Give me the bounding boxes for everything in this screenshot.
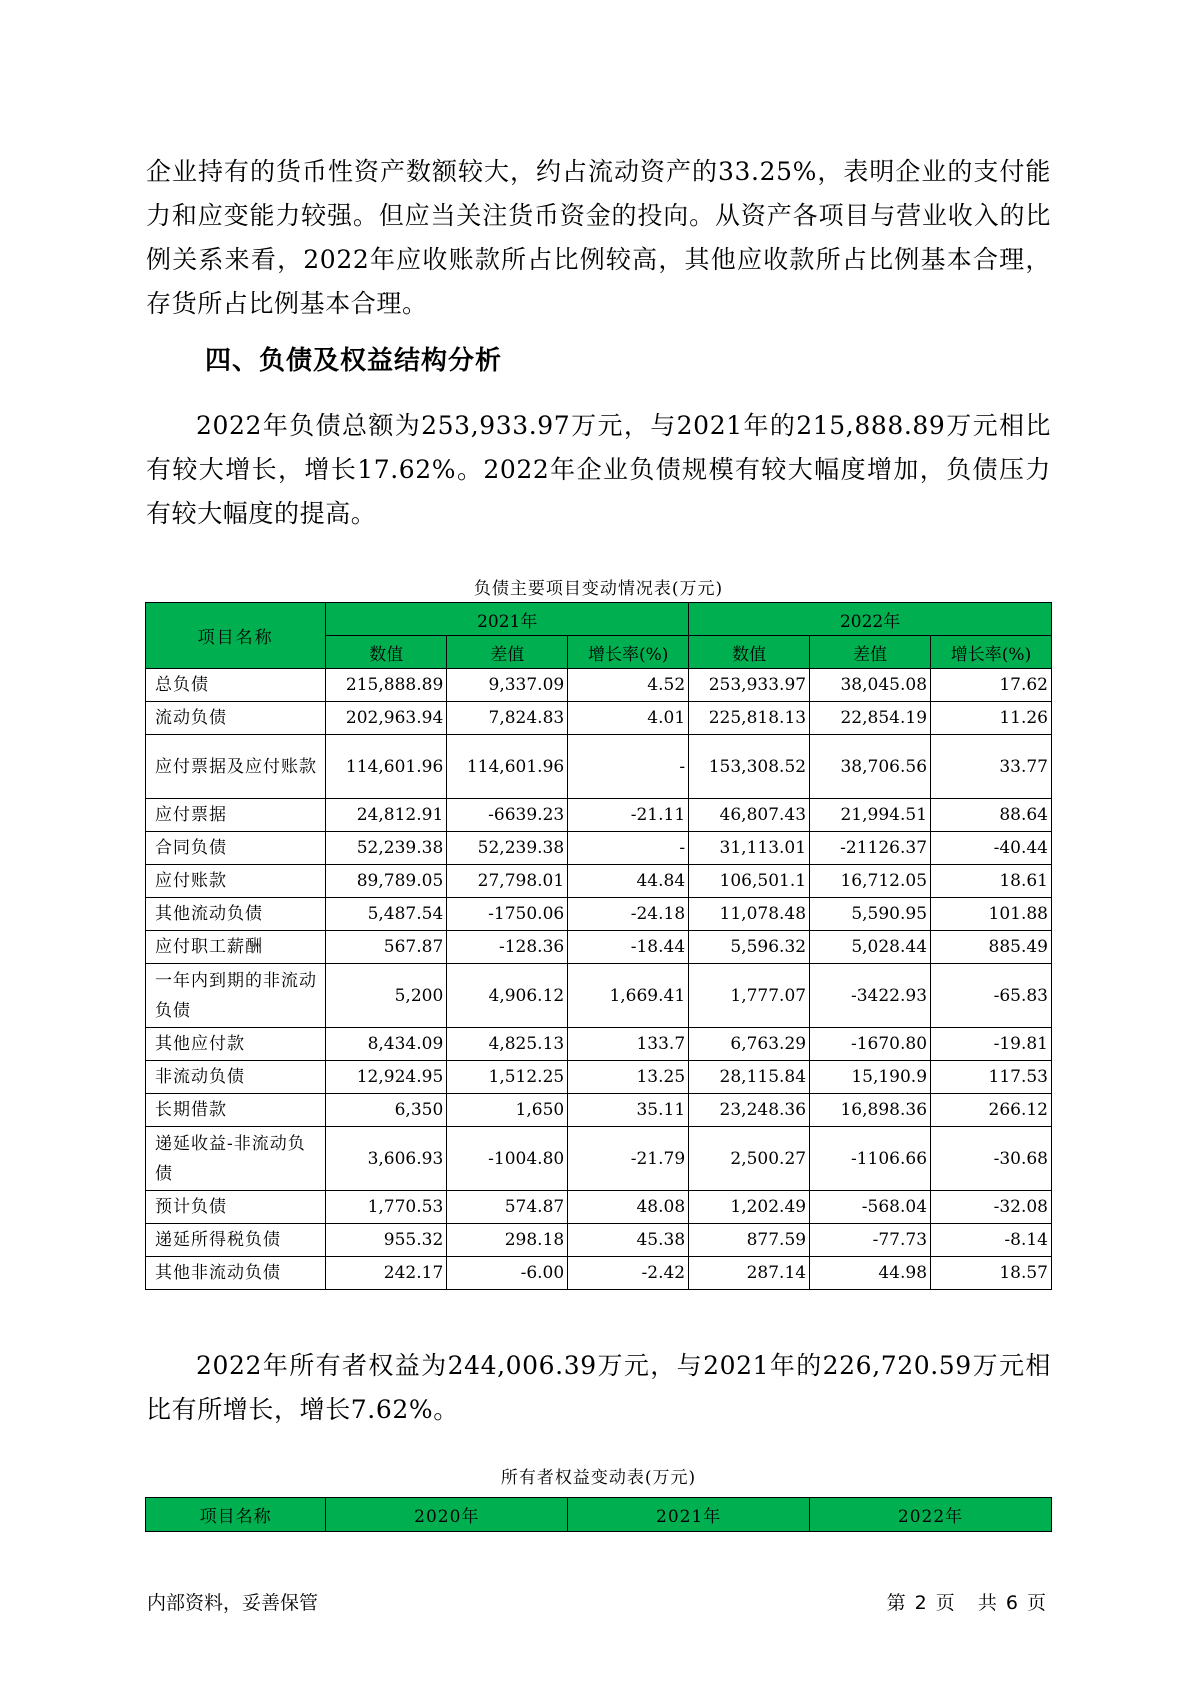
row-cell: 5,200 xyxy=(326,964,447,1028)
row-cell: 117.53 xyxy=(931,1061,1052,1094)
liability-table-year-header-row xyxy=(146,603,1052,636)
row-cell: 13.25 xyxy=(568,1061,689,1094)
row-cell: 28,115.84 xyxy=(689,1061,810,1094)
row-cell: -6639.23 xyxy=(447,799,568,832)
row-cell: 35.11 xyxy=(568,1094,689,1127)
page-number: 2 xyxy=(914,1592,928,1614)
row-cell: -1106.66 xyxy=(810,1127,931,1191)
row-cell: 5,487.54 xyxy=(326,898,447,931)
table-row xyxy=(146,931,1052,964)
row-cell: -21.79 xyxy=(568,1127,689,1191)
header-diff-2021: 差值 xyxy=(447,636,568,669)
row-item-name: 递延收益-非流动负债 xyxy=(146,1127,326,1191)
table-row xyxy=(146,1028,1052,1061)
row-cell: 3,606.93 xyxy=(326,1127,447,1191)
row-cell: 15,190.9 xyxy=(810,1061,931,1094)
row-cell: -6.00 xyxy=(447,1257,568,1290)
row-cell: -30.68 xyxy=(931,1127,1052,1191)
row-item-name: 应付职工薪酬 xyxy=(146,931,326,964)
row-cell: 114,601.96 xyxy=(447,735,568,799)
row-cell: 101.88 xyxy=(931,898,1052,931)
assets-summary-paragraph: 企业持有的货币性资产数额较大，约占流动资产的33.25%，表明企业的支付能力和应变能力较强。但应当关注货币资金的投向。从资产各项目与营业收入的比例关系来看，2022年应收账款所占比例较高，其他应收款所占比例基本合理，存货所占比例基本合理。 xyxy=(146,157,1051,318)
equity-table-caption: 所有者权益变动表(万元) xyxy=(500,1468,697,1488)
row-item-name: 其他非流动负债 xyxy=(146,1257,326,1290)
row-item-name: 其他应付款 xyxy=(146,1028,326,1061)
row-cell: -18.44 xyxy=(568,931,689,964)
total-prefix: 共 xyxy=(977,1592,998,1614)
row-cell: 23,248.36 xyxy=(689,1094,810,1127)
row-cell: 31,113.01 xyxy=(689,832,810,865)
row-cell: 1,770.53 xyxy=(326,1191,447,1224)
row-cell: 106,501.1 xyxy=(689,865,810,898)
row-cell: 574.87 xyxy=(447,1191,568,1224)
row-cell: 38,045.08 xyxy=(810,669,931,702)
row-item-name: 合同负债 xyxy=(146,832,326,865)
section-heading: 四、负债及权益结构分析 xyxy=(205,346,503,376)
row-cell: 287.14 xyxy=(689,1257,810,1290)
table-row xyxy=(146,1191,1052,1224)
row-cell: 5,028.44 xyxy=(810,931,931,964)
row-item-name: 应付票据及应付账款 xyxy=(146,735,326,799)
row-cell: 885.49 xyxy=(931,931,1052,964)
footer-confidential-note: 内部资料，妥善保管 xyxy=(147,1592,319,1614)
equity-table xyxy=(145,1497,1052,1532)
row-cell: 4.52 xyxy=(568,669,689,702)
row-cell: 253,933.97 xyxy=(689,669,810,702)
equity-summary-paragraph: 2022年所有者权益为244,006.39万元，与2021年的226,720.59万元相比有所增长，增长7.62%。 xyxy=(146,1351,1051,1424)
row-cell: 11.26 xyxy=(931,702,1052,735)
table-row xyxy=(146,865,1052,898)
row-cell: 4,906.12 xyxy=(447,964,568,1028)
header-year-2022: 2022年 xyxy=(689,603,1052,636)
equity-header-item-name: 项目名称 xyxy=(146,1498,326,1532)
row-cell: 1,512.25 xyxy=(447,1061,568,1094)
row-cell: -77.73 xyxy=(810,1224,931,1257)
row-cell: -1750.06 xyxy=(447,898,568,931)
row-cell: 52,239.38 xyxy=(447,832,568,865)
row-cell: -3422.93 xyxy=(810,964,931,1028)
table-row xyxy=(146,735,1052,799)
row-cell: -1004.80 xyxy=(447,1127,568,1191)
table-row xyxy=(146,1127,1052,1191)
table-row xyxy=(146,1224,1052,1257)
liability-table-caption: 负债主要项目变动情况表(万元) xyxy=(473,579,724,599)
row-cell: 22,854.19 xyxy=(810,702,931,735)
equity-table-header-row xyxy=(146,1498,1052,1532)
row-cell: -21126.37 xyxy=(810,832,931,865)
row-cell: 44.98 xyxy=(810,1257,931,1290)
row-item-name: 总负债 xyxy=(146,669,326,702)
row-cell: 298.18 xyxy=(447,1224,568,1257)
row-cell: -19.81 xyxy=(931,1028,1052,1061)
row-cell: 1,669.41 xyxy=(568,964,689,1028)
row-cell: 88.64 xyxy=(931,799,1052,832)
row-item-name: 其他流动负债 xyxy=(146,898,326,931)
total-unit: 页 xyxy=(1026,1592,1047,1614)
header-value-2022: 数值 xyxy=(689,636,810,669)
row-cell: 6,763.29 xyxy=(689,1028,810,1061)
row-cell: - xyxy=(568,735,689,799)
liability-table xyxy=(145,602,1052,1290)
table-row xyxy=(146,669,1052,702)
row-cell: 567.87 xyxy=(326,931,447,964)
row-item-name: 递延所得税负债 xyxy=(146,1224,326,1257)
equity-header-year-2022: 2022年 xyxy=(810,1498,1052,1532)
row-cell: 114,601.96 xyxy=(326,735,447,799)
header-item-name: 项目名称 xyxy=(146,603,326,669)
row-cell: -1670.80 xyxy=(810,1028,931,1061)
row-cell: 5,590.95 xyxy=(810,898,931,931)
page-prefix: 第 xyxy=(886,1592,907,1614)
row-cell: 4,825.13 xyxy=(447,1028,568,1061)
row-cell: 4.01 xyxy=(568,702,689,735)
row-cell: 24,812.91 xyxy=(326,799,447,832)
row-cell: 877.59 xyxy=(689,1224,810,1257)
liability-summary-paragraph: 2022年负债总额为253,933.97万元，与2021年的215,888.89万元相比有较大增长，增长17.62%。2022年企业负债规模有较大幅度增加，负债压力有较大幅度的提高。 xyxy=(146,411,1051,528)
header-growth-2022: 增长率(%) xyxy=(931,636,1052,669)
row-item-name: 一年内到期的非流动负债 xyxy=(146,964,326,1028)
row-cell: -128.36 xyxy=(447,931,568,964)
row-cell: - xyxy=(568,832,689,865)
header-value-2021: 数值 xyxy=(326,636,447,669)
row-cell: 18.61 xyxy=(931,865,1052,898)
row-item-name: 应付票据 xyxy=(146,799,326,832)
row-cell: 46,807.43 xyxy=(689,799,810,832)
row-cell: -32.08 xyxy=(931,1191,1052,1224)
row-cell: -40.44 xyxy=(931,832,1052,865)
row-cell: 202,963.94 xyxy=(326,702,447,735)
table-row xyxy=(146,964,1052,1028)
row-cell: 33.77 xyxy=(931,735,1052,799)
equity-header-year-2020: 2020年 xyxy=(326,1498,568,1532)
table-row xyxy=(146,1094,1052,1127)
row-cell: 45.38 xyxy=(568,1224,689,1257)
row-cell: 8,434.09 xyxy=(326,1028,447,1061)
page-unit: 页 xyxy=(935,1592,956,1614)
table-row xyxy=(146,832,1052,865)
row-cell: 955.32 xyxy=(326,1224,447,1257)
row-cell: 2,500.27 xyxy=(689,1127,810,1191)
table-row xyxy=(146,898,1052,931)
row-cell: -8.14 xyxy=(931,1224,1052,1257)
row-item-name: 应付账款 xyxy=(146,865,326,898)
row-cell: 6,350 xyxy=(326,1094,447,1127)
row-cell: -65.83 xyxy=(931,964,1052,1028)
row-cell: 89,789.05 xyxy=(326,865,447,898)
row-cell: 242.17 xyxy=(326,1257,447,1290)
header-year-2021: 2021年 xyxy=(326,603,689,636)
equity-header-year-2021: 2021年 xyxy=(568,1498,810,1532)
row-cell: 133.7 xyxy=(568,1028,689,1061)
table-row xyxy=(146,799,1052,832)
row-cell: 44.84 xyxy=(568,865,689,898)
row-cell: -2.42 xyxy=(568,1257,689,1290)
row-cell: 11,078.48 xyxy=(689,898,810,931)
row-cell: 27,798.01 xyxy=(447,865,568,898)
table-row xyxy=(146,1257,1052,1290)
row-cell: -568.04 xyxy=(810,1191,931,1224)
row-cell: 225,818.13 xyxy=(689,702,810,735)
row-cell: 17.62 xyxy=(931,669,1052,702)
row-cell: 266.12 xyxy=(931,1094,1052,1127)
row-item-name: 长期借款 xyxy=(146,1094,326,1127)
row-cell: 52,239.38 xyxy=(326,832,447,865)
row-cell: 21,994.51 xyxy=(810,799,931,832)
row-cell: -24.18 xyxy=(568,898,689,931)
row-cell: 1,650 xyxy=(447,1094,568,1127)
row-cell: 16,712.05 xyxy=(810,865,931,898)
row-cell: 153,308.52 xyxy=(689,735,810,799)
liability-table-body xyxy=(146,669,1052,1290)
row-cell: 5,596.32 xyxy=(689,931,810,964)
row-item-name: 流动负债 xyxy=(146,702,326,735)
table-row xyxy=(146,702,1052,735)
footer-page-indicator xyxy=(883,1588,1051,1615)
row-item-name: 非流动负债 xyxy=(146,1061,326,1094)
row-item-name: 预计负债 xyxy=(146,1191,326,1224)
row-cell: 12,924.95 xyxy=(326,1061,447,1094)
table-row xyxy=(146,1061,1052,1094)
row-cell: 48.08 xyxy=(568,1191,689,1224)
row-cell: 215,888.89 xyxy=(326,669,447,702)
row-cell: 9,337.09 xyxy=(447,669,568,702)
row-cell: 16,898.36 xyxy=(810,1094,931,1127)
header-diff-2022: 差值 xyxy=(810,636,931,669)
row-cell: -21.11 xyxy=(568,799,689,832)
row-cell: 18.57 xyxy=(931,1257,1052,1290)
row-cell: 7,824.83 xyxy=(447,702,568,735)
header-growth-2021: 增长率(%) xyxy=(568,636,689,669)
page-total: 6 xyxy=(1005,1592,1019,1614)
row-cell: 1,202.49 xyxy=(689,1191,810,1224)
row-cell: 1,777.07 xyxy=(689,964,810,1028)
row-cell: 38,706.56 xyxy=(810,735,931,799)
